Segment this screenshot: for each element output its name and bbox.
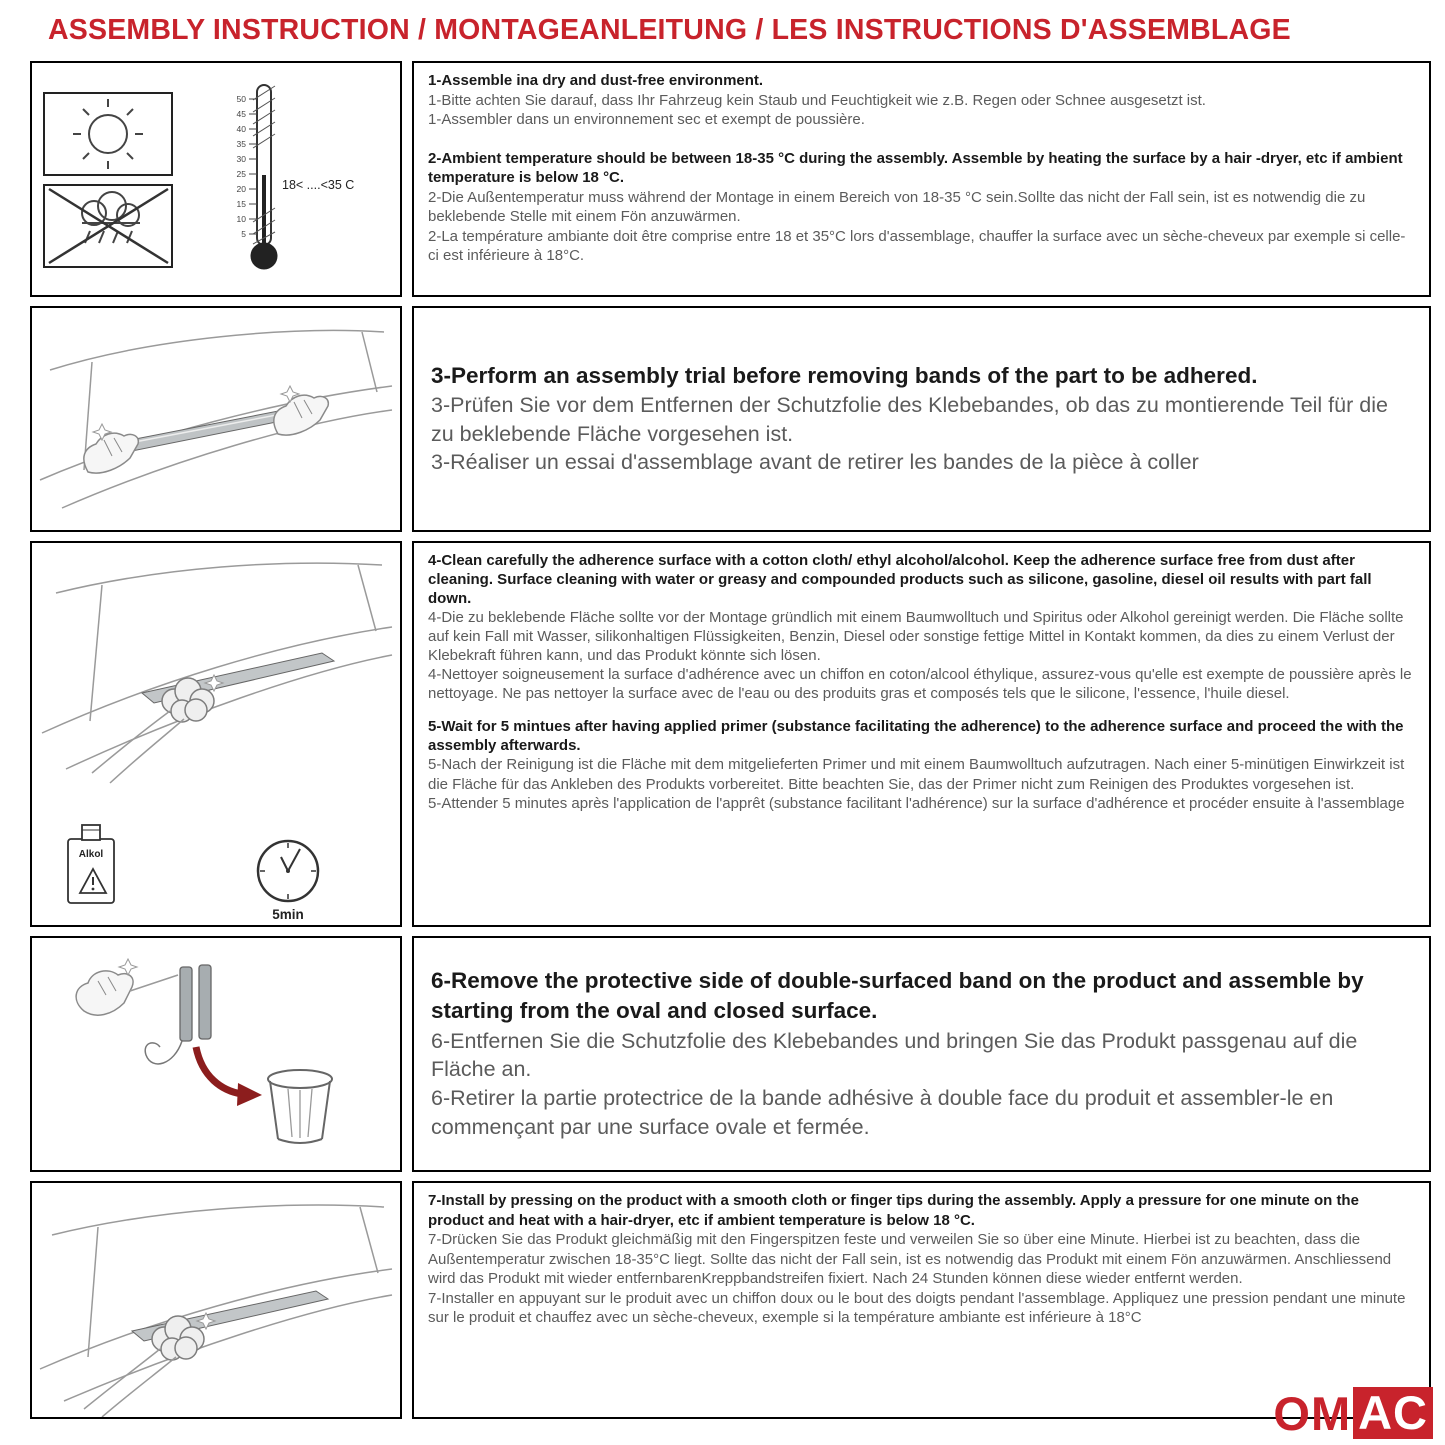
instructions-step-7	[412, 1181, 1431, 1419]
press-install-drawing	[32, 1183, 400, 1417]
instructions-step-3	[412, 306, 1431, 532]
instruction-bold-line: 1-Assemble ina dry and dust-free environment.	[428, 72, 764, 89]
instruction-line: 4-Nettoyer soigneusement la surface d'adhérence avec un chiffon en coton/alcool éthylique, assurez-vous qu'elle est exempte de poussière après le nettoyage. Ne pas nettoyer la surface avec de l'eau ou des produits gras et composés tels que le silicone, l'essence, l'huile diesel.	[428, 666, 1412, 703]
instruction-line: 3-Prüfen Sie vor dem Entfernen der Schutzfolie des Klebebandes, ob das zu montierende Teil für die zu beklebende Fläche vorgesehen ist.	[431, 392, 1388, 446]
temperature-range-label: 18< ....<35 C	[282, 178, 355, 192]
instruction-bold-line: 3-Perform an assembly trial before removing bands of the part to be adhered.	[431, 362, 1258, 388]
instruction-text-steps-4-5	[428, 551, 1415, 813]
instruction-line: 5-Attender 5 minutes après l'application de l'apprêt (substance facilitant l'adhérence) sur la surface d'adhérence et procéder ensuite à l'assemblage	[428, 794, 1405, 812]
instruction-line: 7-Installer en appuyant sur le produit avec un chiffon doux ou le bout des doigts pendant l'assemblage. Appliquez une pression pendant une minute sur le produit et chauffez avec un sèche-cheveux, exemple si la température ambiante est inférieure à 18°C	[428, 1289, 1406, 1326]
press-sketch	[40, 1205, 392, 1417]
svg-text:20: 20	[236, 184, 246, 194]
sparkle-icon	[119, 959, 137, 975]
instruction-line: 2-La température ambiante doit être comprise entre 18 et 35°C lors d'assemblage, chauffer la surface avec un sèche-cheveux par exemple si celle-ci est inférieure à 18°C.	[428, 227, 1406, 264]
thermometer-icon	[237, 85, 355, 269]
instruction-line: 4-Die zu beklebende Fläche sollte vor der Montage gründlich mit einem Baumwolltuch und Spiritus oder Alkohol gereinigt werden. Die Fläche sollte auf kein Fall mit Wasser, silikonhaltigen Flüssigkeiten, Benzin, Diesel oder sonstige fettige Mittel in Kontakt kommen, da dies zu einem Verlust der Klebekraft führen kann, und das Produkt könnte sich lösen.	[428, 609, 1404, 665]
cleaning-primer-drawing	[32, 543, 400, 925]
alkol-label: Alkol	[78, 849, 104, 860]
instruction-line: 7-Drücken Sie das Produkt gleichmäßig mit den Fingerspitzen feste und verweilen Sie so über eine Minute. Hierbei ist zu beachten, dass die Außentemperatur zwischen 18-35°C liegt. Sollte das nicht der Fall sein, ist es notwendig das Produkt mit einem Fön anzuwärmen. Anschliessend wird das Produkt mit wieder entfernbarenKreppbandstreifen fixiert. Nach 24 Stunden können diese wieder entfernt werden.	[428, 1231, 1392, 1287]
instruction-line: 5-Nach der Reinigung ist die Fläche mit dem mitgelieferten Primer und mit einem Baumwolltuch aufzutragen. Nach einer 5-minütigen Einwirkzeit ist die Fläche für das Ankleben des Produkts vorbereitet. Bitte beachten Sie, das der Primer nicht zum Reinigen des Produktes vorgesehen ist.	[428, 756, 1405, 793]
section-row-2	[30, 306, 1431, 532]
cleaning-sketch	[42, 563, 392, 783]
instruction-text-steps-1-2	[428, 71, 1415, 266]
adhesive-strips-icon	[145, 965, 211, 1064]
thermometer-scale	[237, 94, 257, 239]
section-row-3	[30, 541, 1431, 927]
page-title: ASSEMBLY INSTRUCTION / MONTAGEANLEITUNG / LES INSTRUCTIONS D'ASSEMBLAGE	[48, 14, 1291, 46]
instruction-line: 6-Retirer la partie protectrice de la bande adhésive à double face du produit et assembler-le en commençant par une surface ovale et fermée.	[431, 1086, 1334, 1139]
svg-text:10: 10	[236, 214, 246, 224]
svg-text:50: 50	[236, 94, 246, 104]
assembly-trial-drawing	[32, 308, 400, 530]
instruction-line: 3-Réaliser un essai d'assemblage avant de retirer les bandes de la pièce à coller	[431, 450, 1199, 475]
trash-can-icon	[268, 1070, 332, 1143]
section-row-1	[30, 61, 1431, 297]
svg-text:40: 40	[236, 124, 246, 134]
svg-text:25: 25	[236, 169, 246, 179]
illustration-assembly-trial	[30, 306, 402, 532]
remove-band-drawing	[32, 938, 400, 1170]
omac-logo	[1273, 1387, 1433, 1439]
environment-temperature-drawing	[32, 63, 400, 295]
svg-text:30: 30	[236, 154, 246, 164]
instruction-bold-line: 5-Wait for 5 mintues after having applied primer (substance facilitating the adherence) to the adherence surface and proceed the with the assembly afterwards.	[428, 718, 1404, 755]
instruction-text-step-6	[431, 966, 1415, 1141]
instruction-line: 6-Entfernen Sie die Schutzfolie des Klebebandes und bringen Sie das Produkt passgenau auf die Fläche an.	[431, 1028, 1358, 1082]
illustration-environment-temperature	[30, 61, 402, 297]
instruction-bold-line: 2-Ambient temperature should be between 18-35 °C during the assembly. Assemble by heating the surface by a hair -dryer, etc if ambient temperature is below 18 °C.	[428, 149, 1403, 186]
instruction-bold-line: 4-Clean carefully the adherence surface with a cotton cloth/ ethyl alcohol/alcohol. Keep the adherence surface free from dust after cleaning. Surface cleaning with water or greasy and compounded products such as silicone, gasoline, diesel oil results with part fall down.	[428, 552, 1372, 608]
illustration-cleaning-primer	[30, 541, 402, 927]
peeling-hand-icon	[76, 959, 178, 1015]
instruction-line: 1-Assembler dans un environnement sec et exempt de poussière.	[428, 111, 865, 128]
svg-text:5: 5	[241, 229, 246, 239]
illustration-press-install	[30, 1181, 402, 1419]
five-min-label: 5min	[272, 907, 304, 922]
svg-text:45: 45	[236, 109, 246, 119]
alcohol-bottle-icon	[68, 825, 114, 903]
paragraph-gap	[428, 703, 1415, 717]
section-row-4	[30, 936, 1431, 1172]
instruction-bold-line: 7-Install by pressing on the product with a smooth cloth or finger tips during the assembly. Apply a pressure for one minute on the product and heat with a hair-dryer, etc if ambient temperature is below 18 °C.	[428, 1192, 1359, 1229]
clock-icon	[258, 841, 318, 922]
discard-arrow-icon	[196, 1047, 262, 1106]
instruction-text-step-3	[431, 361, 1415, 478]
left-hand-icon	[84, 424, 138, 473]
illustration-remove-band	[30, 936, 402, 1172]
section-row-5	[30, 1181, 1431, 1419]
instruction-text-step-7	[428, 1191, 1415, 1328]
instruction-line: 1-Bitte achten Sie darauf, dass Ihr Fahrzeug kein Staub und Feuchtigkeit wie z.B. Regen oder Schnee ausgesetzt ist.	[428, 91, 1206, 109]
instructions-steps-4-5	[412, 541, 1431, 927]
right-hand-icon	[274, 386, 328, 435]
svg-text:35: 35	[236, 139, 246, 149]
peeled-film	[145, 1041, 182, 1064]
instructions-steps-1-2	[412, 61, 1431, 297]
sun-icon	[44, 93, 172, 175]
omac-logo-ac: AC	[1353, 1387, 1433, 1439]
instruction-bold-line: 6-Remove the protective side of double-surfaced band on the product and assemble by starting from the oval and closed surface.	[431, 968, 1364, 1024]
omac-logo-om: OM	[1273, 1386, 1352, 1440]
svg-text:15: 15	[236, 199, 246, 209]
instruction-line: 2-Die Außentemperatur muss während der Montage in einem Bereich von 18-35 °C sein.Sollte das nicht der Fall sein, ist es notwendig die zu beklebende Stelle mit einem Fön anzuwärmen.	[428, 188, 1366, 225]
door-sill-sketch	[40, 331, 392, 508]
no-rain-icon	[44, 185, 172, 267]
paragraph-gap	[428, 130, 1415, 149]
instructions-step-6	[412, 936, 1431, 1172]
